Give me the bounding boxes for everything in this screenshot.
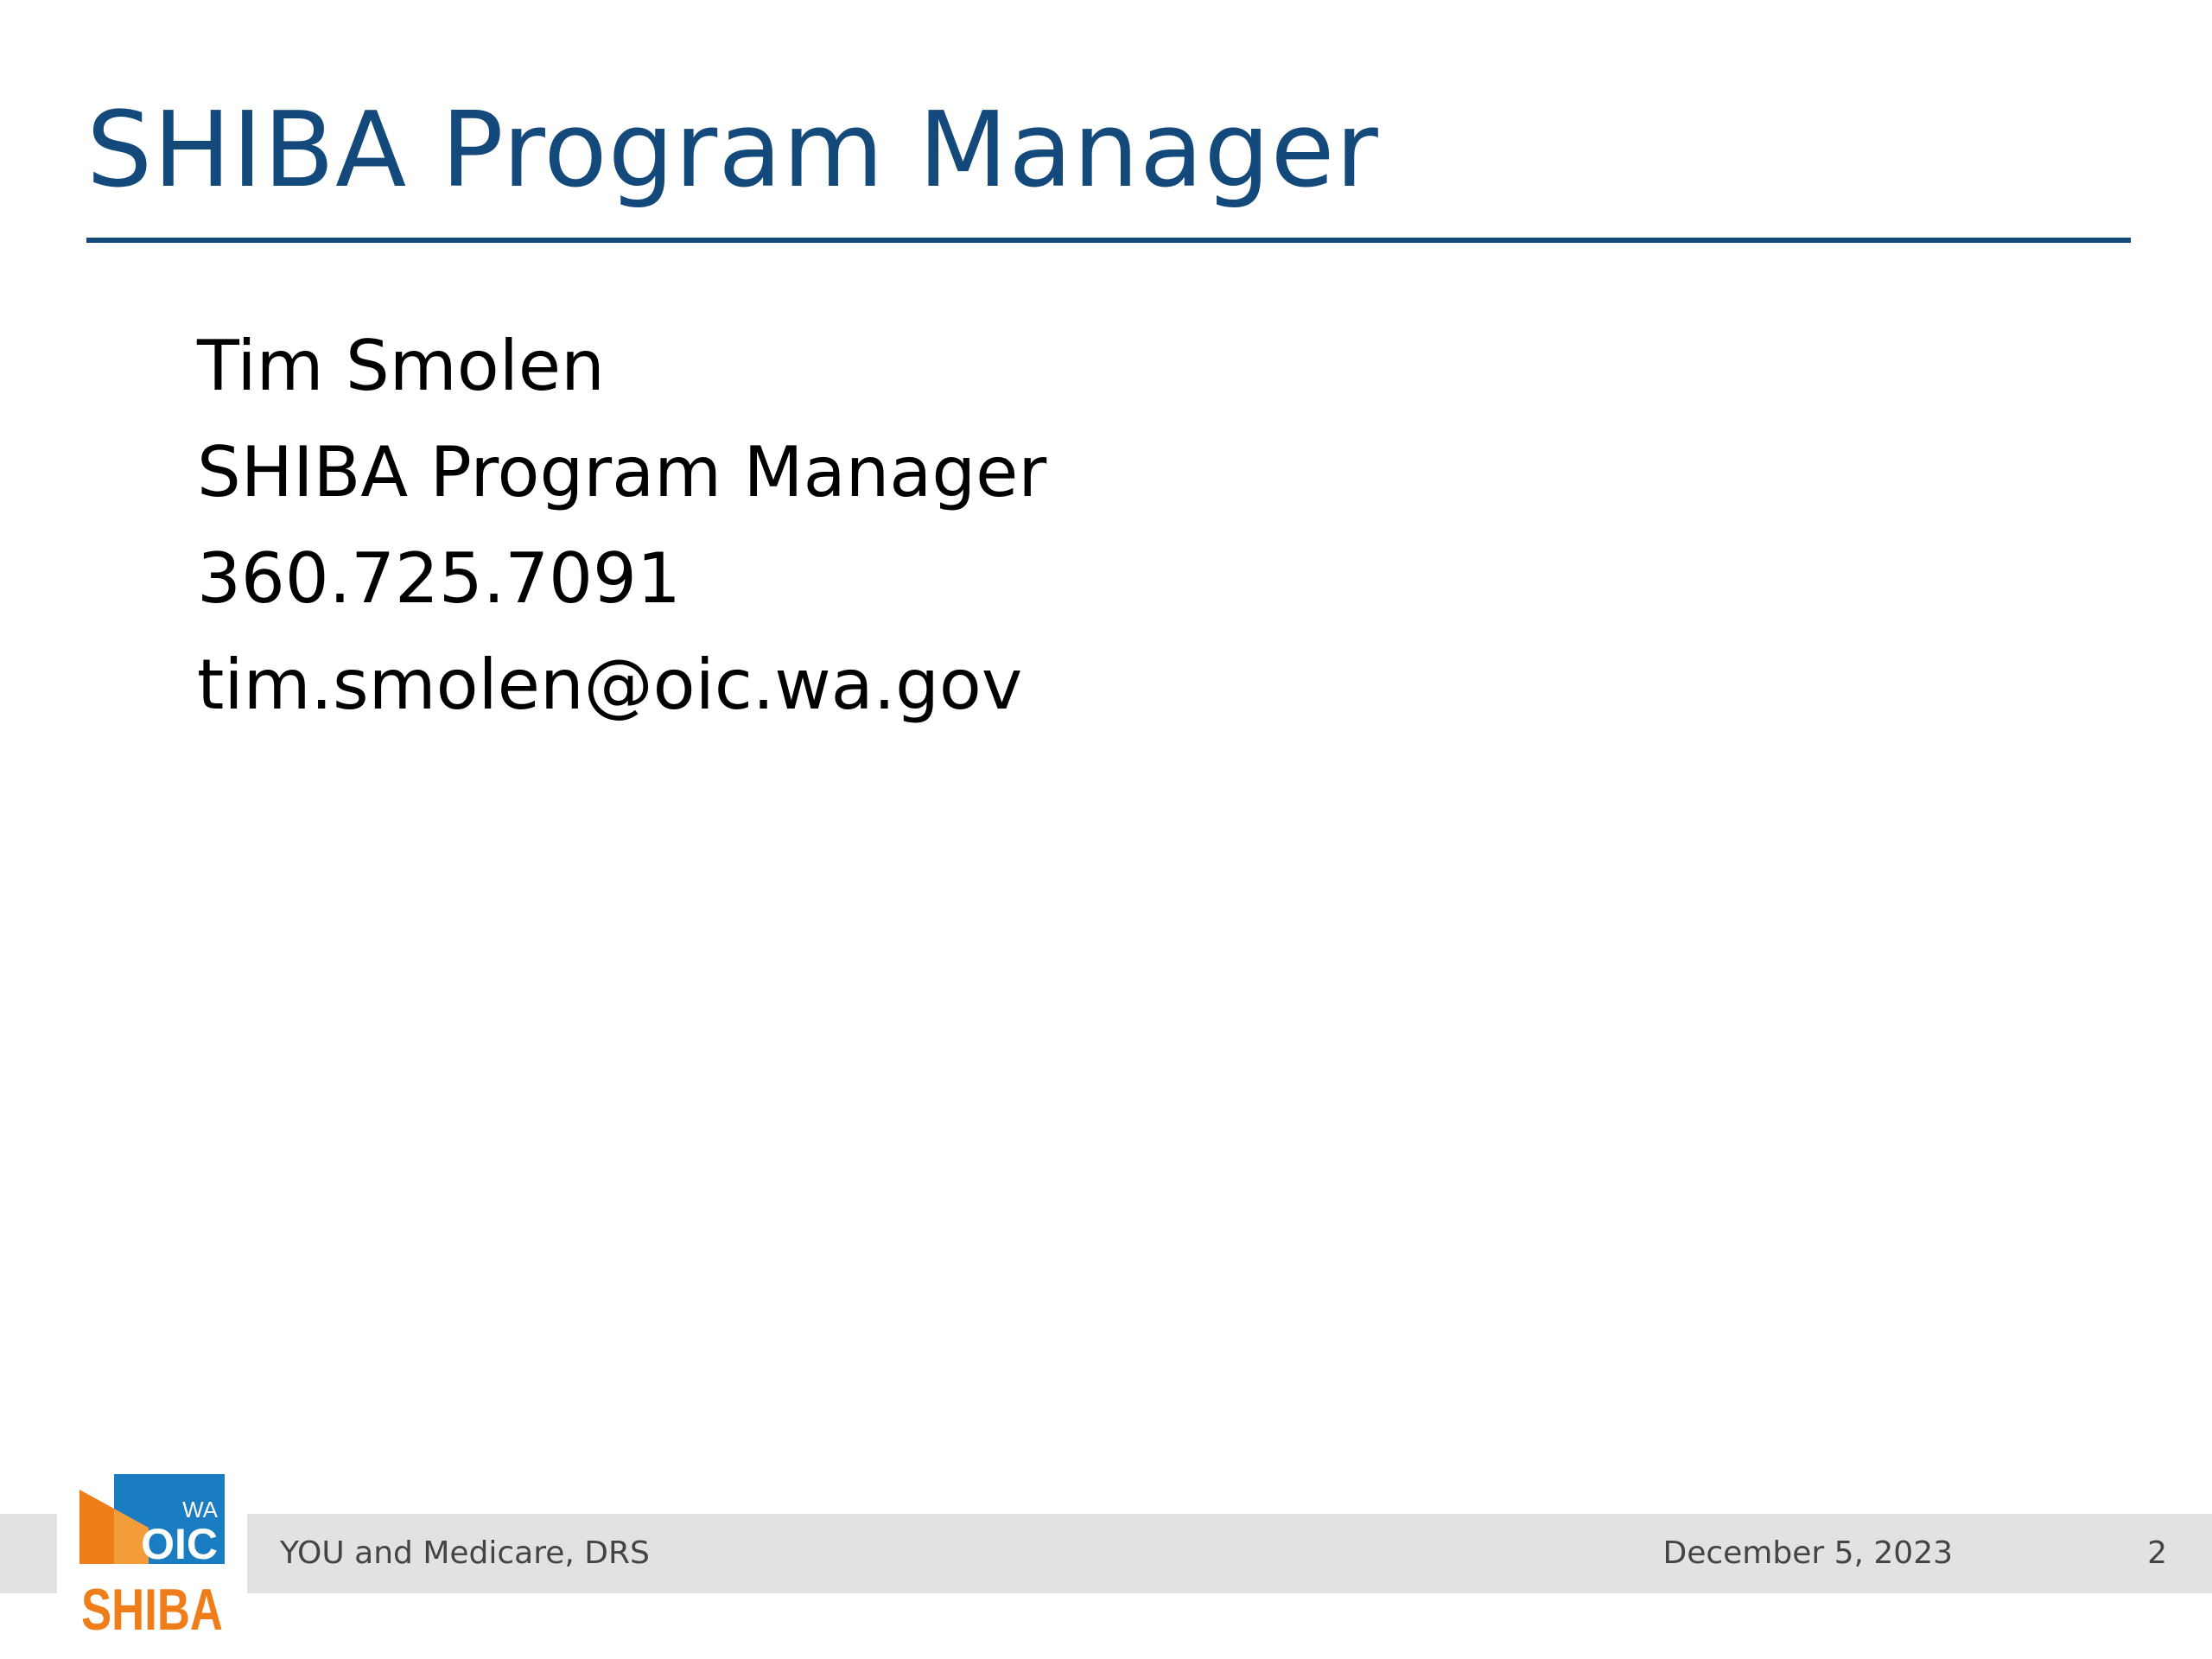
contact-name: Tim Smolen	[197, 326, 605, 406]
logo-state-text: WA	[182, 1497, 218, 1522]
contact-email: tim.smolen@oic.wa.gov	[197, 645, 1023, 725]
footer-date: December 5, 2023	[1662, 1535, 1953, 1571]
logo-program-text: SHIBA	[81, 1577, 223, 1643]
contact-block	[197, 313, 1046, 738]
footer-page-number: 2	[2147, 1535, 2167, 1571]
footer-presentation-title: YOU and Medicare, DRS	[280, 1535, 650, 1571]
logo-orange-left	[79, 1490, 114, 1564]
oic-shiba-logo	[79, 1474, 225, 1643]
logo-agency-text: OIC	[141, 1520, 218, 1568]
title-underline	[86, 238, 2131, 243]
contact-phone: 360.725.7091	[197, 538, 681, 619]
contact-role: SHIBA Program Manager	[197, 432, 1047, 512]
slide-title: SHIBA Program Manager	[86, 91, 1379, 211]
